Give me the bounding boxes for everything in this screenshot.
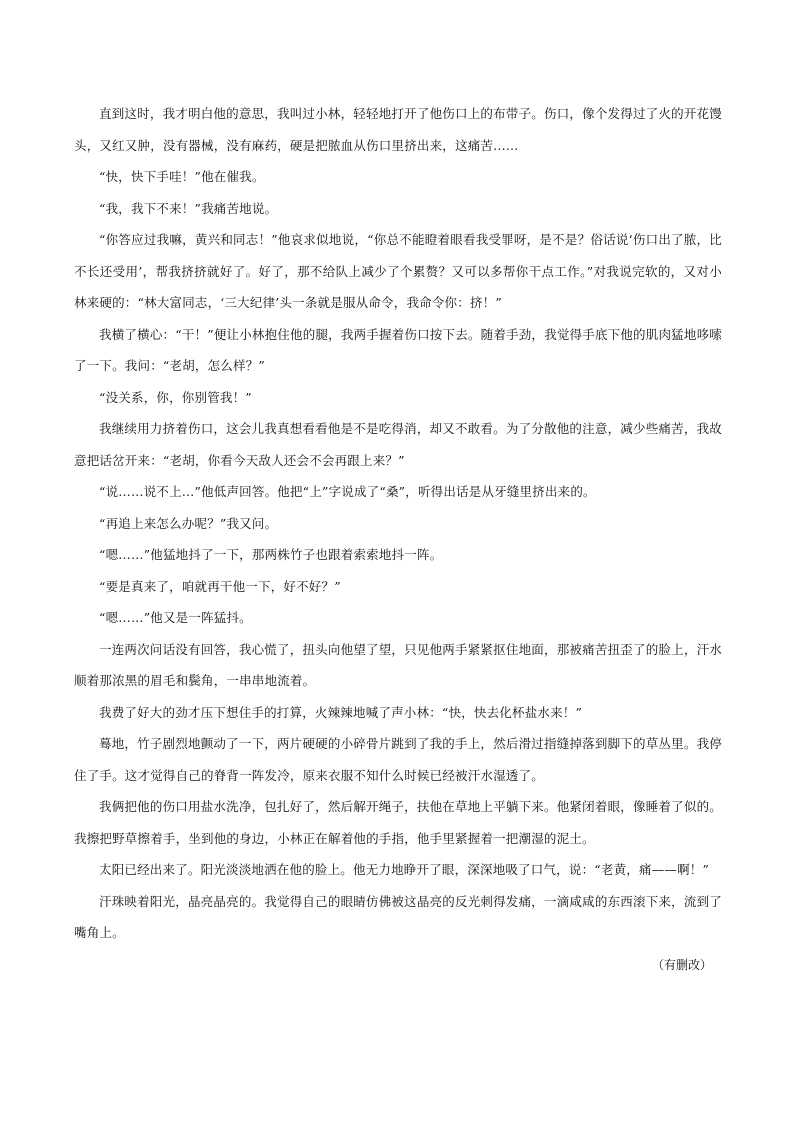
paragraph-7: 我继续用力挤着伤口，这会儿我真想看看他是不是吃得消，却又不敢看。为了分散他的注意，减少些痛苦，我故意把话岔开来：“老胡，你看今天敌人还会不会再跟上来？” bbox=[74, 421, 722, 468]
paragraph-15: 蓦地，竹子剧烈地颤动了一下，两片硬硬的小碎骨片跳到了我的手上，然后滑过指缝掉落到脚下的草丛里。我停住了手。这才觉得自己的脊背一阵发冷，原来衣服不知什么时候已经被汗水湿透了。 bbox=[74, 736, 722, 783]
paragraph-10: “嗯……”他猛地抖了一下，那两株竹子也跟着索索地抖一阵。 bbox=[99, 547, 443, 562]
paragraph-8: “说……说不上…”他低声回答。他把“上”字说成了“桑”，听得出话是从牙缝里挤出来的。 bbox=[99, 484, 596, 499]
paragraph-14: 我费了好大的劲才压下想住手的打算，火辣辣地喊了声小林：“快，快去化杯盐水来！” bbox=[99, 704, 583, 720]
document-page bbox=[74, 98, 722, 975]
paragraph-5: 我横了横心：“干！”便让小林抱住他的腿，我两手握着伤口按下去。随着手劲，我觉得手底下他的肌肉猛地哆嗦了一下。我问：“老胡，怎么样？” bbox=[74, 326, 722, 373]
paragraph-18: 汗珠映着阳光，晶亮晶亮的。我觉得自己的眼睛仿佛被这晶亮的反光刺得发痛，一滴咸咸的东西滚下来，流到了嘴角上。 bbox=[74, 893, 722, 940]
paragraph-17: 太阳已经出来了。阳光淡淡地洒在他的脸上。他无力地睁开了眼，深深地吸了口气，说：“老黄，痛——啊！” bbox=[99, 862, 710, 877]
paragraph-11: “要是真来了，咱就再干他一下，好不好？” bbox=[99, 578, 341, 594]
paragraph-6: “没关系，你，你别管我！” bbox=[99, 389, 252, 405]
paragraph-9: “再追上来怎么办呢？”我又问。 bbox=[99, 515, 278, 531]
paragraph-2: “快，快下手哇！”他在催我。 bbox=[99, 169, 265, 184]
paragraph-4: “你答应过我嘛，黄兴和同志！”他哀求似地说，“你总不能瞪着眼看我受罪呀，是不是？俗话说‘伤口出了脓，比不长还受用’，帮我挤挤就好了。好了，那不给队上减少了个累赘？又可以多帮你干点工作。”对我说完软的，又对小林来硬的：“林大富同志，‘三大纪律’头一条就是服从命令，我命令你：挤！” bbox=[74, 232, 722, 310]
paragraph-13: 一连两次问话没有回答，我心慌了，扭头向他望了望，只见他两手紧紧抠住地面，那被痛苦扭歪了的脸上，汗水顺着那浓黑的眉毛和鬓角，一串串地流着。 bbox=[74, 641, 722, 688]
paragraph-3: “我，我下不来！”我痛苦地说。 bbox=[99, 200, 278, 216]
paragraph-16: 我俩把他的伤口用盐水洗净，包扎好了，然后解开绳子，扶他在草地上平躺下来。他紧闭着眼，像睡着了似的。我擦把野草擦着手，坐到他的身边，小林正在解着他的手指，他手里紧握着一把潮湿的泥土。 bbox=[74, 799, 722, 846]
revision-note: （有删改） bbox=[651, 957, 712, 972]
paragraph-12: “嗯……”他又是一阵猛抖。 bbox=[99, 610, 252, 625]
paragraph-1: 直到这时，我才明白他的意思，我叫过小林，轻轻地打开了他伤口上的布带子。伤口，像个发得过了火的开花馒头，又红又肿，没有器械，没有麻药，硬是把脓血从伤口里挤出来，这痛苦…… bbox=[74, 106, 722, 153]
